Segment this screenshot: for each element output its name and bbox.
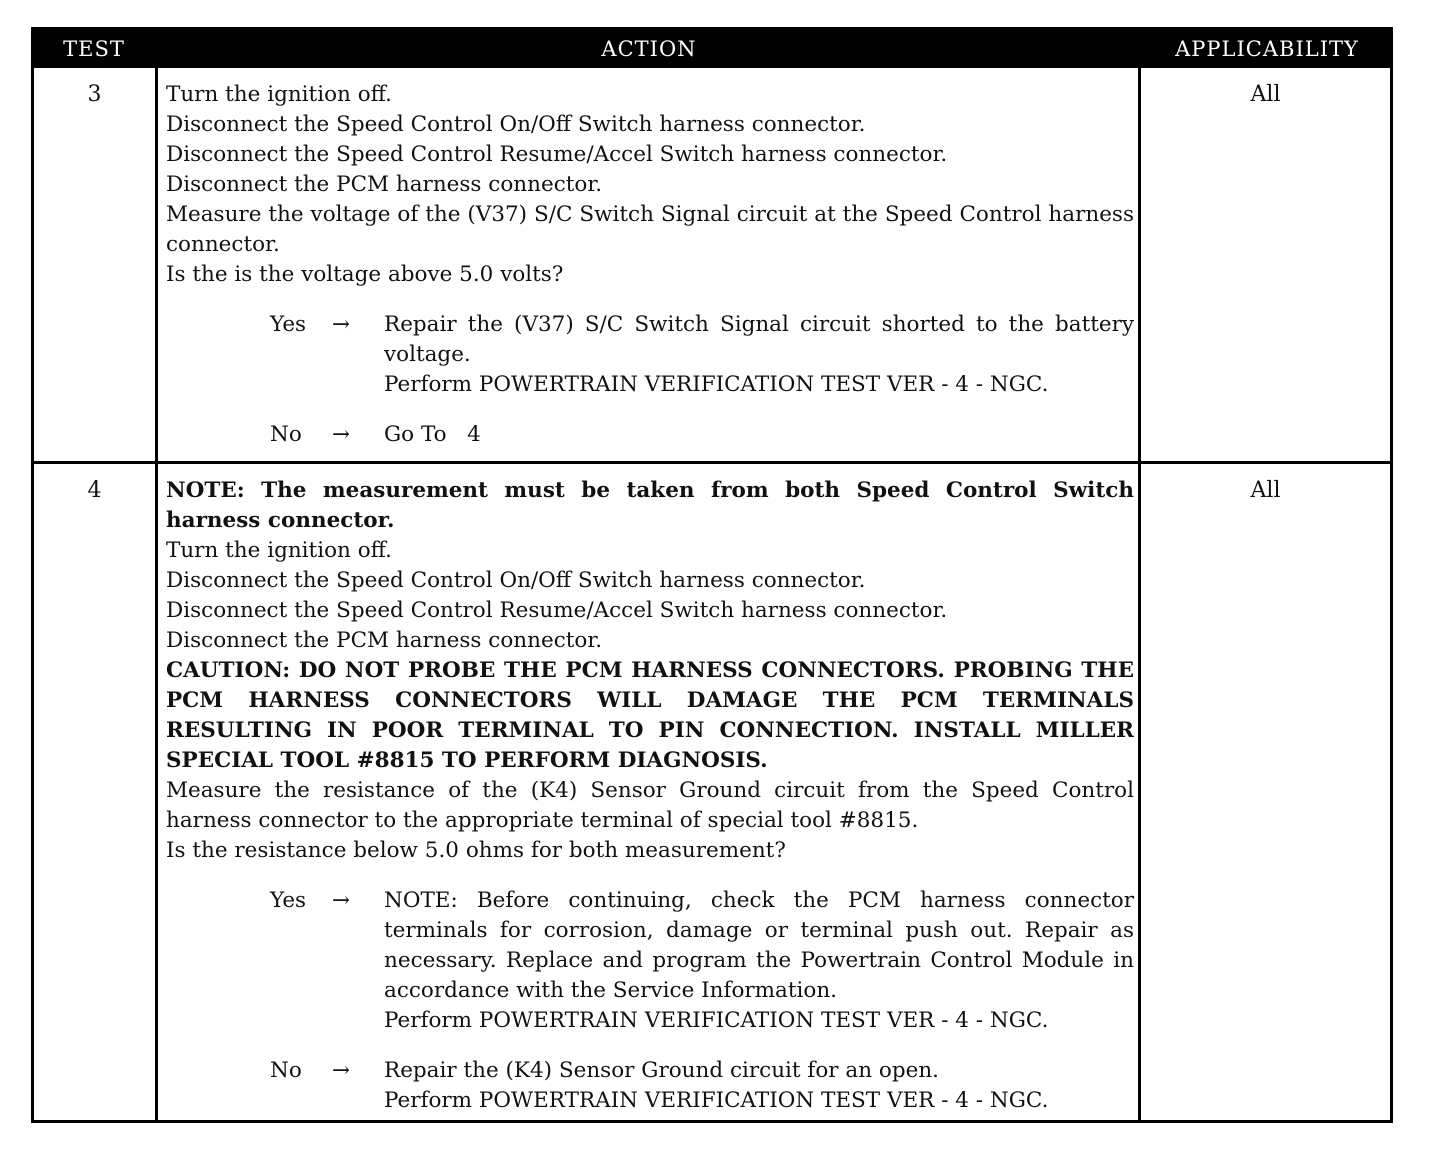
action-cell — [166, 476, 1134, 1116]
step-text: Disconnect the Speed Control Resume/Accel Switch harness connector. — [166, 598, 948, 623]
answer-text: Perform POWERTRAIN VERIFICATION TEST VER - 4 - NGC. — [384, 1088, 1049, 1113]
header-test: TEST — [63, 37, 125, 61]
diagnostic-table — [31, 27, 1393, 1123]
step-text: Turn the ignition off. — [166, 538, 392, 563]
answer-text: Repair the (K4) Sensor Ground circuit for an open. — [384, 1058, 940, 1083]
step-text: Disconnect the Speed Control On/Off Switch harness connector. — [166, 568, 866, 593]
yes-label: Yes — [270, 888, 307, 913]
step-text: Disconnect the Speed Control Resume/Accel Switch harness connector. — [166, 142, 948, 167]
test-number: 4 — [87, 478, 102, 503]
arrow-right-icon: → — [332, 1058, 351, 1083]
arrow-right-icon: → — [332, 888, 351, 913]
step-text: Turn the ignition off. — [166, 82, 392, 107]
no-answer — [166, 1056, 1134, 1116]
yes-answer — [166, 310, 1134, 400]
caution-text: CAUTION: DO NOT PROBE THE PCM HARNESS CONNECTORS. PROBING THE PCM HARNESS CONNECTORS WILL DAMAGE THE PCM TERMINALS RESULTING IN POOR TERMINAL TO PIN CONNECTION. INSTALL MILLER SPECIAL TOOL #8815 TO PERFORM DIAGNOSIS. — [166, 658, 1134, 773]
arrow-right-icon: → — [332, 422, 351, 447]
answer-text: Go To 4 — [384, 422, 481, 447]
header-action: ACTION — [601, 37, 697, 61]
no-label: No — [270, 422, 302, 447]
header-applicability: APPLICABILITY — [1175, 37, 1359, 61]
action-cell — [166, 80, 1134, 450]
answer-text: NOTE: Before continuing, check the PCM harness connector terminals for corrosion, damage or terminal push out. Repair as necessary. Replace and program the Powertrain Control Module in accordance with the Service Information. — [384, 888, 1134, 1003]
yes-label: Yes — [270, 312, 307, 337]
step-text: Disconnect the Speed Control On/Off Switch harness connector. — [166, 112, 866, 137]
applicability-value: All — [1250, 82, 1281, 107]
answer-text: Perform POWERTRAIN VERIFICATION TEST VER - 4 - NGC. — [384, 1008, 1049, 1033]
applicability-value: All — [1250, 478, 1281, 503]
arrow-right-icon: → — [332, 312, 351, 337]
question-text: Is the is the voltage above 5.0 volts? — [166, 262, 564, 287]
question-text: Is the resistance below 5.0 ohms for both measurement? — [166, 838, 786, 863]
step-text: Measure the voltage of the (V37) S/C Switch Signal circuit at the Speed Control harness connector. — [166, 202, 1134, 257]
step-text: Disconnect the PCM harness connector. — [166, 172, 603, 197]
answer-text: Perform POWERTRAIN VERIFICATION TEST VER - 4 - NGC. — [384, 372, 1049, 397]
note-text: NOTE: The measurement must be taken from both Speed Control Switch harness connector. — [166, 478, 1134, 533]
step-text: Disconnect the PCM harness connector. — [166, 628, 603, 653]
table-header — [34, 30, 1390, 68]
step-text: Measure the resistance of the (K4) Sensor Ground circuit from the Speed Control harness connector to the appropriate terminal of special tool #8815. — [166, 778, 1134, 833]
no-answer — [166, 420, 1134, 450]
no-label: No — [270, 1058, 302, 1083]
table-row — [34, 464, 1390, 1120]
table-row — [34, 68, 1390, 461]
test-number: 3 — [87, 82, 102, 107]
yes-answer — [166, 886, 1134, 1036]
answer-text: Repair the (V37) S/C Switch Signal circuit shorted to the battery voltage. — [384, 312, 1134, 367]
